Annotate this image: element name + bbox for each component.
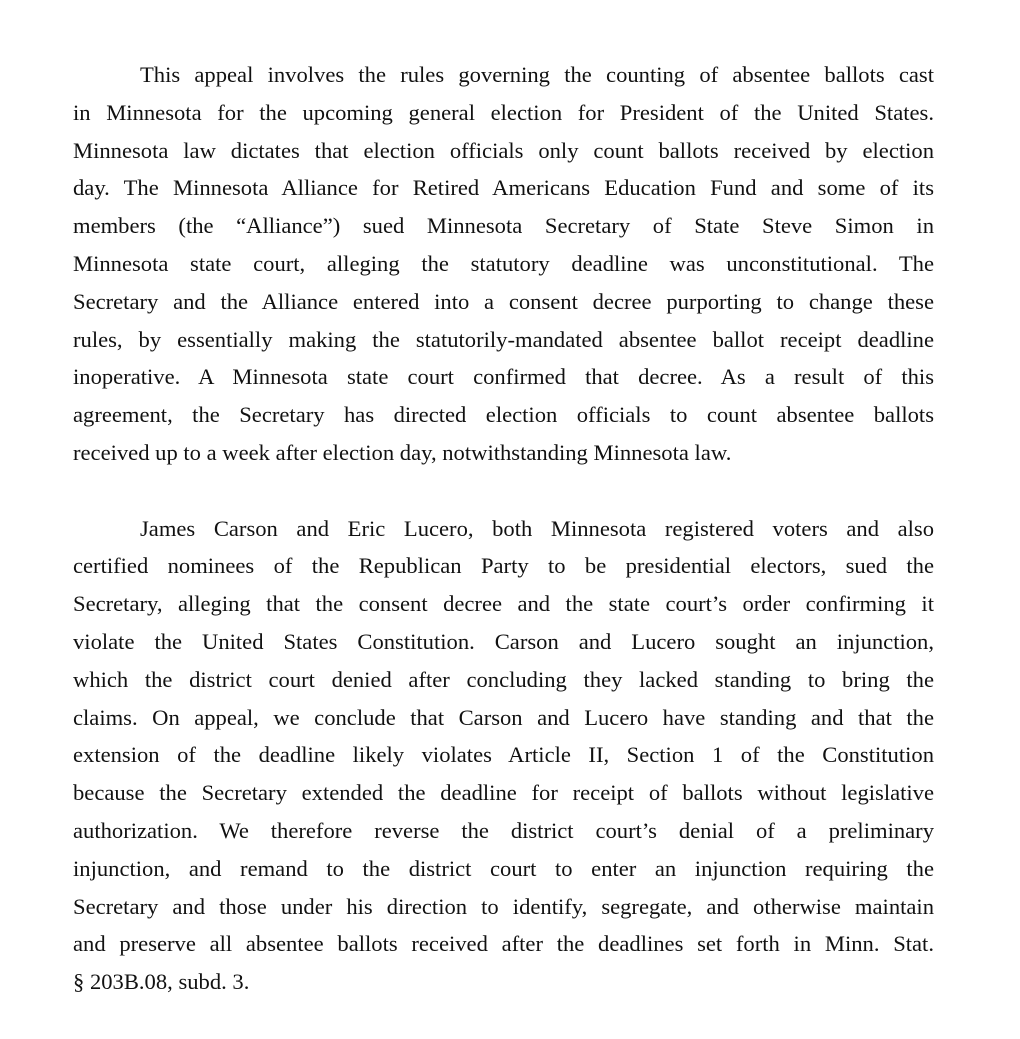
- text-line: Secretary, alleging that the consent decree and the state court’s order confirming it: [73, 591, 934, 617]
- text-line: received up to a week after election day, notwithstanding Minnesota law.: [73, 439, 732, 465]
- text-line: claims. On appeal, we conclude that Carson and Lucero have standing and that the: [73, 704, 934, 730]
- text-line: certified nominees of the Republican Party to be presidential electors, sued the: [73, 553, 934, 579]
- text-line: because the Secretary extended the deadline for receipt of ballots without legislative: [73, 780, 934, 806]
- text-line: injunction, and remand to the district court to enter an injunction requiring the: [73, 855, 934, 881]
- text-line: Minnesota law dictates that election officials only count ballots received by election: [73, 137, 934, 163]
- text-line: inoperative. A Minnesota state court confirmed that decree. As a result of this: [73, 364, 934, 390]
- text-line: Secretary and those under his direction to identify, segregate, and otherwise maintain: [73, 893, 934, 919]
- text-line: violate the United States Constitution. Carson and Lucero sought an injunction,: [73, 628, 934, 654]
- text-line: in Minnesota for the upcoming general election for President of the United States.: [73, 99, 934, 125]
- text-line: authorization. We therefore reverse the district court’s denial of a preliminary: [73, 817, 934, 843]
- paragraph: [73, 56, 934, 472]
- text-line: James Carson and Eric Lucero, both Minnesota registered voters and also: [140, 515, 934, 541]
- text-line: rules, by essentially making the statutorily-mandated absentee ballot receipt deadline: [73, 326, 934, 352]
- text-line: day. The Minnesota Alliance for Retired Americans Education Fund and some of its: [73, 175, 934, 201]
- text-line: Secretary and the Alliance entered into a consent decree purporting to change these: [73, 288, 934, 314]
- text-line: This appeal involves the rules governing the counting of absentee ballots cast: [140, 62, 934, 87]
- text-line: agreement, the Secretary has directed election officials to count absentee ballots: [73, 402, 934, 428]
- paragraph: [73, 510, 934, 1001]
- document-body: [73, 56, 934, 1039]
- text-line: extension of the deadline likely violates Article II, Section 1 of the Constitution: [73, 742, 934, 768]
- text-line: which the district court denied after concluding they lacked standing to bring the: [73, 666, 934, 692]
- text-line: and preserve all absentee ballots received after the deadlines set forth in Minn. Stat.: [73, 931, 934, 957]
- text-line: Minnesota state court, alleging the statutory deadline was unconstitutional. The: [73, 250, 934, 276]
- text-line: members (the “Alliance”) sued Minnesota Secretary of State Steve Simon in: [73, 213, 934, 239]
- text-line: § 203B.08, subd. 3.: [73, 969, 250, 995]
